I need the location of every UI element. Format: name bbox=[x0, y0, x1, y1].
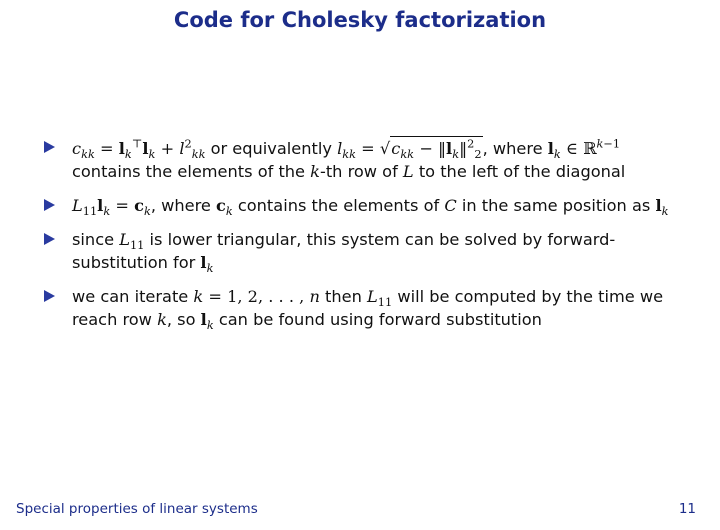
bullet-text: $L_{11}l_k = c_k$, where $c_k$ contains the elements of C in the same position as $l_k$ bbox=[72, 196, 669, 219]
page-number: 11 bbox=[678, 501, 696, 517]
bullet-triangle-icon bbox=[44, 290, 55, 302]
bullet-text: $c_{kk} = l_k^⊤l_k + l^2_{kk}$ or equivalently $l_{kk} = √c_{kk}$ − $‖l_k‖^2_2$, where $l_k$ ∈ ℝ$^{k-1}$ contains the elements of the k-th row of L to the left of the diagonal bbox=[72, 136, 626, 181]
bullet-item-1 bbox=[44, 136, 684, 183]
slide-title: Code for Cholesky factorization bbox=[173, 8, 547, 32]
bullet-triangle-icon bbox=[44, 233, 55, 245]
bullet-text: we can iterate k = 1, 2, . . . , n then $L_{11}$ will be computed by the time we reach row k, so $l_k$ can be found using forward substitution bbox=[72, 287, 664, 333]
bullet-triangle-icon bbox=[44, 199, 55, 211]
bullet-list bbox=[44, 136, 684, 342]
bullet-item-4 bbox=[44, 285, 684, 331]
bullet-item-3 bbox=[44, 228, 684, 274]
bullet-item-2 bbox=[44, 194, 684, 217]
bullet-text: since $L_{11}$ is lower triangular, this system can be solved by forward-substitution for $l_k$ bbox=[72, 230, 616, 276]
footer-section-title: Special properties of linear systems bbox=[16, 501, 258, 517]
bullet-triangle-icon bbox=[44, 141, 55, 153]
